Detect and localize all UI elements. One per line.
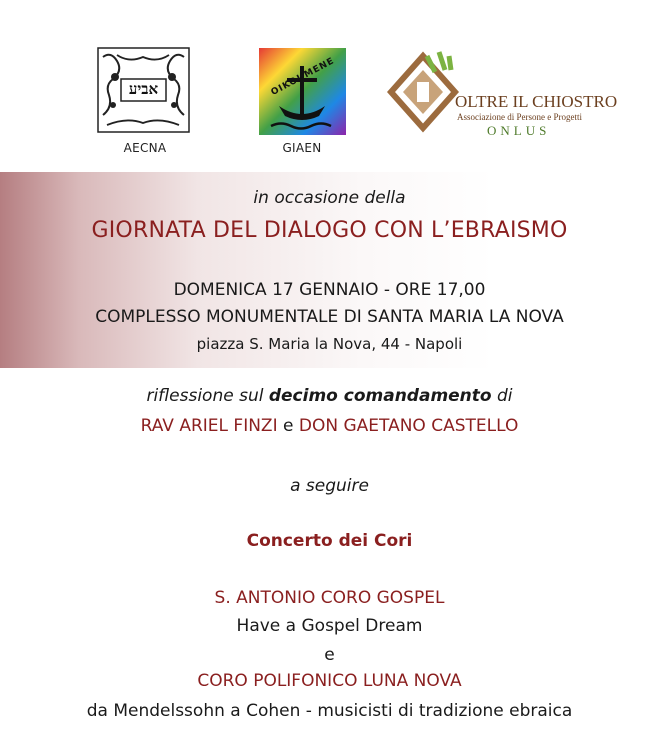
aecna-logo xyxy=(97,47,190,133)
follow-text: a seguire xyxy=(290,476,369,496)
and-text: e xyxy=(324,645,335,665)
aecna-hebrew-text: אביע xyxy=(128,80,159,98)
aecna-label: AECNA xyxy=(123,141,167,155)
oltre-line2: Associazione di Persone e Progetti xyxy=(457,112,582,122)
oltre-il-chiostro-logo xyxy=(387,48,618,148)
occasion-text: in occasione della xyxy=(253,188,406,208)
speakers-conj: e xyxy=(277,416,299,436)
event-address: piazza S. Maria la Nova, 44 - Napoli xyxy=(196,335,463,353)
reflection-post: di xyxy=(491,386,513,406)
reflection-line xyxy=(0,386,659,406)
giaen-logo xyxy=(259,48,346,135)
oltre-line3: ONLUS xyxy=(487,123,551,138)
reflection-pre: riflessione sul xyxy=(146,386,269,406)
speaker-don: DON GAETANO CASTELLO xyxy=(298,416,519,436)
speaker-rav: RAV ARIEL FINZI xyxy=(140,416,278,436)
concert-title: Concerto dei Cori xyxy=(246,531,413,551)
speakers-line xyxy=(0,416,659,436)
giaen-label: GIAEN xyxy=(282,141,322,155)
choir1-name: S. ANTONIO CORO GOSPEL xyxy=(214,588,445,608)
reflection-topic: decimo comandamento xyxy=(268,386,492,406)
oltre-line1: OLTRE IL CHIOSTRO xyxy=(455,92,618,111)
choir2-name: CORO POLIFONICO LUNA NOVA xyxy=(197,671,462,691)
logo-row xyxy=(0,0,659,170)
giaen-word: OIKOUMENE xyxy=(269,56,337,98)
event-title: GIORNATA DEL DIALOGO CON L’EBRAISMO xyxy=(91,218,568,243)
choir1-program: Have a Gospel Dream xyxy=(236,616,423,636)
choir2-program: da Mendelssohn a Cohen - musicisti di tradizione ebraica xyxy=(86,701,573,721)
event-date: DOMENICA 17 GENNAIO - ORE 17,00 xyxy=(173,280,486,300)
event-venue: COMPLESSO MONUMENTALE DI SANTA MARIA LA NOVA xyxy=(95,307,564,327)
